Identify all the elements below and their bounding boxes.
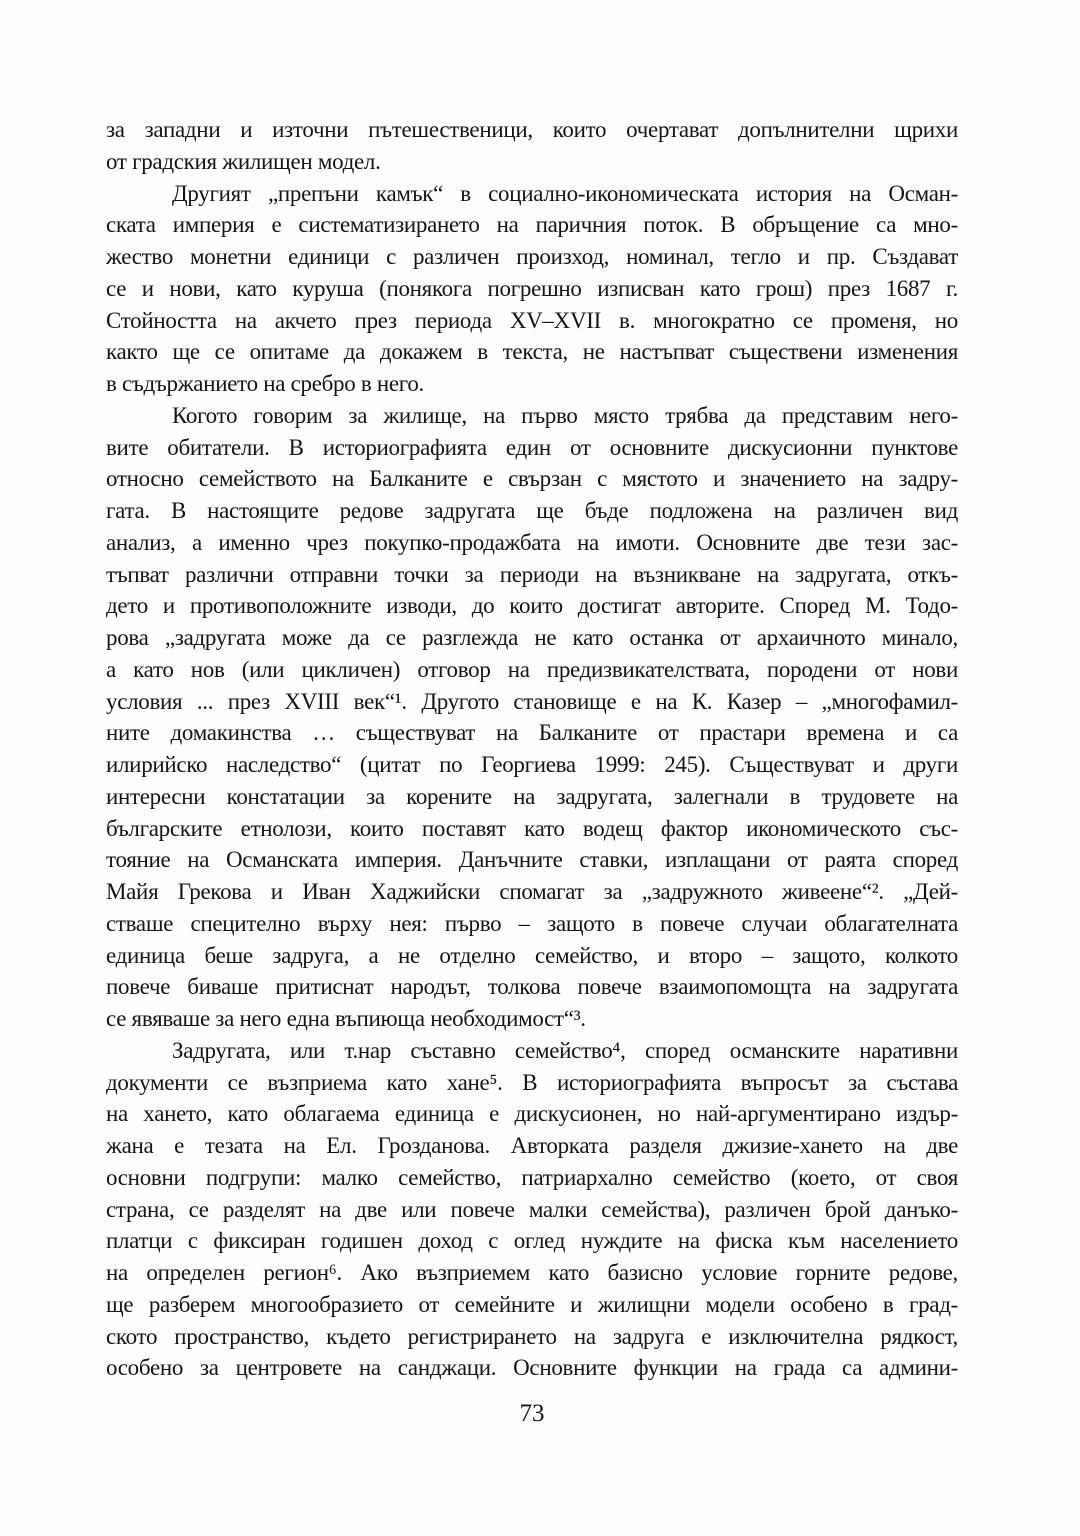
text-line: тъпват различни отправни точки за периоди на възникване на задругата, откъ-	[106, 561, 958, 587]
page-number: 73	[519, 1400, 545, 1427]
text-line: ните домакинства … съществуват на Балканите от прастари времена и са	[106, 720, 958, 746]
text-line: относно семейството на Балканите е свързан с мястото и значението на задру-	[106, 466, 958, 492]
text-line: жана е тезата на Ел. Грозданова. Авторката разделя джизие-хането на две	[106, 1133, 958, 1158]
text-line: на определен регион⁶. Ако възприемем като базисно условие горните редове,	[106, 1260, 958, 1285]
text-line: на хането, като облагаема единица е дискусионен, но най-аргументирано издър-	[106, 1101, 958, 1127]
text-line: жество монетни единици с различен произход, номинал, тегло и пр. Създават	[106, 244, 958, 269]
text-line: интересни констатации за корените на задругата, залегнали в трудовете на	[106, 783, 958, 809]
text-line: единица беше задруга, а не отделно семейство, и второ – защото, колкото	[106, 942, 958, 968]
text-line: илирийско наследство“ (цитат по Георгиева 1999: 245). Съществуват и други	[106, 752, 958, 777]
text-line: Майя Грекова и Иван Хаджийски спомагат за „задружното живеене“². „Дей-	[106, 879, 958, 904]
text-line: българските етнолози, които поставят като водещ фактор икономическото със-	[106, 815, 958, 841]
paragraph	[106, 178, 958, 400]
text-line: особено за центровете на санджаци. Основните функции на града са админи-	[106, 1355, 958, 1381]
text-line: се и нови, като куруша (понякога погрешно изписван като грош) през 1687 г.	[106, 275, 958, 301]
text-line: Другият „препъни камък“ в социално-икономическата история на Осман-	[172, 180, 958, 206]
text-line: Стойността на акчето през периода XV–XVII в. многократно се променя, но	[106, 307, 958, 333]
text-line: Когото говорим за жилище, на първо място трябва да представим него-	[172, 402, 958, 428]
text-line: а като нов (или цикличен) отговор на предизвикателствата, породени от нови	[106, 656, 958, 682]
text-line: ще разберем многообразието от семейните и жилищни модели особено в град-	[106, 1291, 958, 1317]
text-line: ското пространство, където регистрирането на задруга е изключителна рядкост,	[106, 1323, 958, 1349]
text-line: платци с фиксиран годишен доход с оглед нуждите на фиска към населението	[106, 1228, 958, 1254]
text-line: както ще се опитаме да докажем в текста, не настъпват съществени изменения	[106, 339, 958, 365]
text-block	[106, 114, 958, 1384]
text-line: тояние на Османската империя. Данъчните ставки, изплащани от раята според	[106, 847, 958, 873]
text-line: от градския жилищен модел.	[106, 148, 381, 174]
text-line: повече биваше притиснат народът, толкова повече взаимопомощта на задругата	[106, 974, 958, 1000]
paragraph	[106, 400, 958, 1035]
text-line: условия ... през XVIII век“¹. Другото становище е на К. Казер – „многофамил-	[106, 688, 958, 714]
text-line: в съдържанието на сребро в него.	[106, 371, 425, 396]
paragraph-continuation	[106, 114, 958, 178]
text-line: стваше спецително върху нея: първо – защото в повече случаи облагателната	[106, 910, 958, 936]
paragraph	[106, 1035, 958, 1384]
text-line: рова „задругата може да се разглежда не като останка от архаичното минало,	[106, 625, 958, 650]
text-line: страна, се разделят на две или повече малки семейства), различен брой данъко-	[106, 1196, 958, 1222]
text-line: дето и противоположните изводи, до които достигат авторите. Според М. Тодо-	[106, 593, 958, 619]
text-line: ската империя е систематизирането на паричния поток. В обръщение са мно-	[106, 212, 958, 238]
text-line: се явяваше за него една въпиюща необходимост“³.	[106, 1006, 586, 1031]
text-line: вите обитатели. В историографията един от основните дискусионни пунктове	[106, 434, 958, 460]
text-line: гата. В настоящите редове задругата ще бъде подложена на различен вид	[106, 498, 958, 523]
text-line: основни подгрупи: малко семейство, патриархално семейство (което, от своя	[106, 1164, 958, 1190]
text-line: за западни и източни пътешественици, които очертават допълнителни щрихи	[106, 117, 958, 142]
text-line: Задругата, или т.нар съставно семейство⁴, според османските наративни	[172, 1037, 958, 1063]
text-line: анализ, а именно чрез покупко-продажбата на имоти. Основните две тези зас-	[106, 529, 958, 555]
text-line: документи се възприема като хане⁵. В историографията въпросът за състава	[106, 1069, 958, 1095]
